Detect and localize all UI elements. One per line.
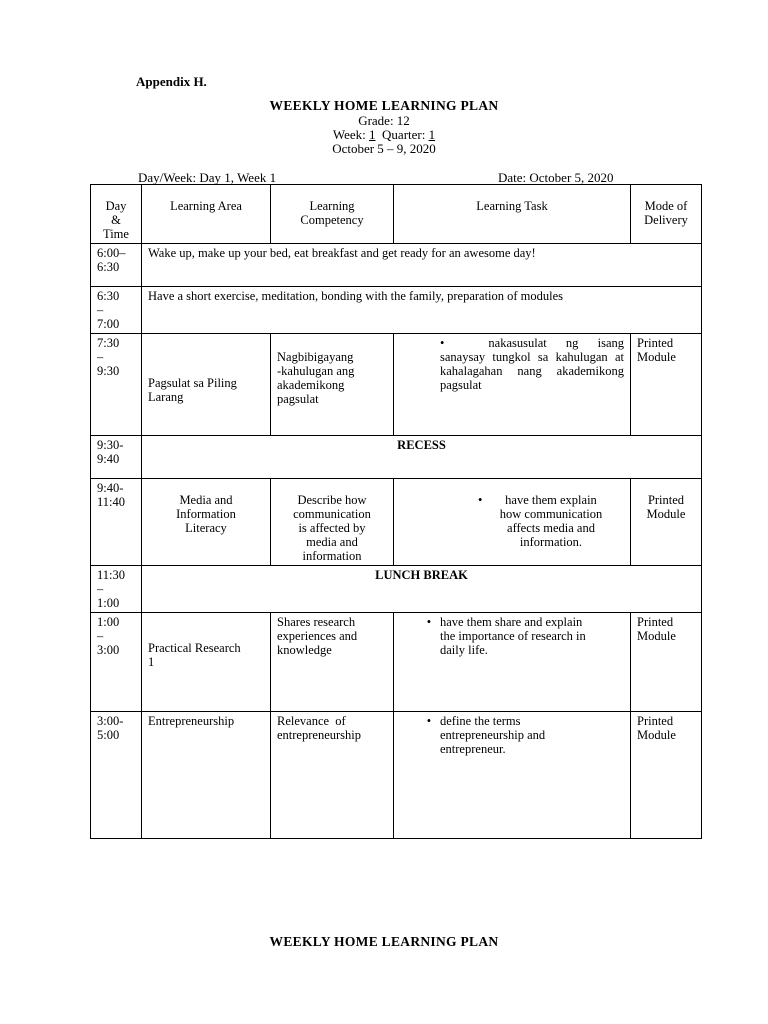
mode-line: Printed <box>637 336 674 350</box>
competency-line: media and <box>306 535 358 549</box>
learning-area-cell <box>142 479 271 566</box>
header-competency <box>271 185 394 244</box>
competency-line: Nagbibigayang <box>277 350 354 364</box>
plan-title: WEEKLY HOME LEARNING PLAN <box>269 98 499 113</box>
lunch-break-cell: LUNCH BREAK <box>142 566 702 613</box>
task-line: have them explain <box>505 493 597 507</box>
header-mode-line1: Mode of <box>644 199 688 213</box>
competency-line: pagsulat <box>277 392 319 406</box>
task-bullet-item <box>400 714 624 756</box>
time-cell <box>91 566 142 613</box>
table-row <box>91 287 702 334</box>
area-line: Media and <box>179 493 233 507</box>
task-cell <box>394 613 631 712</box>
area-line: Practical Research <box>148 641 241 655</box>
header-day-line: Day <box>105 199 127 213</box>
time-line: 1:00 <box>97 615 120 629</box>
task-bullet-item <box>400 615 624 657</box>
competency-line: -kahulugan ang <box>277 364 355 378</box>
task-line: information. <box>519 535 583 549</box>
learning-area-cell <box>142 334 271 436</box>
date-range: October 5 – 9, 2020 <box>332 141 436 156</box>
time-cell <box>91 334 142 436</box>
task-cell <box>394 479 631 566</box>
mode-line: Printed <box>637 615 674 629</box>
learning-plan-table <box>90 184 702 839</box>
time-line: – <box>97 303 104 317</box>
competency-line: communication <box>293 507 371 521</box>
time-line: 11:30 <box>97 568 126 582</box>
task-line: affects media and <box>507 521 595 535</box>
area-line: Larang <box>148 390 184 404</box>
mode-cell <box>631 479 702 566</box>
time-line: 9:40- <box>97 481 124 495</box>
competency-line: akademikong <box>277 378 345 392</box>
mode-line: Module <box>637 350 676 364</box>
time-line: 3:00- <box>97 714 124 728</box>
mode-line: Module <box>646 507 686 521</box>
grade-line: Grade: 12 <box>358 113 410 128</box>
task-line: have them share and explain <box>440 615 583 629</box>
mode-line: Printed <box>637 714 674 728</box>
time-line: 9:40 <box>97 452 120 466</box>
competency-line: Relevance of <box>277 714 346 728</box>
time-line: 6:30 <box>97 289 120 303</box>
header-learning-area-text: Learning Area <box>170 199 242 213</box>
activity-cell: Wake up, make up your bed, eat breakfast and get ready for an awesome day! <box>142 244 702 287</box>
header-mode <box>631 185 702 244</box>
mode-line: Module <box>637 629 676 643</box>
task-line: daily life. <box>440 643 488 657</box>
time-line: 5:00 <box>97 728 120 742</box>
time-line: 6:00– <box>97 246 126 260</box>
week-value: 1 <box>369 127 376 142</box>
mode-line: Module <box>637 728 676 742</box>
competency-line: Describe how <box>297 493 367 507</box>
bullet-icon: • <box>426 615 432 629</box>
date-label: Date: October 5, 2020 <box>498 170 614 185</box>
task-bullet-item <box>400 336 624 392</box>
competency-line: information <box>302 549 362 563</box>
task-line: the importance of research in <box>440 629 586 643</box>
competency-line: entrepreneurship <box>277 728 361 742</box>
footer-plan-title: WEEKLY HOME LEARNING PLAN <box>269 934 499 949</box>
task-cell <box>394 712 631 839</box>
table-row <box>91 244 702 287</box>
header-learning-area <box>142 185 271 244</box>
header-amp-line: & <box>111 213 121 227</box>
task-line: entrepreneur. <box>440 742 506 756</box>
mode-line: Printed <box>647 493 685 507</box>
task-line: define the terms <box>440 714 521 728</box>
competency-cell <box>271 613 394 712</box>
table-row <box>91 566 702 613</box>
time-cell <box>91 244 142 287</box>
learning-area-cell <box>142 712 271 839</box>
header-mode-line2: Delivery <box>644 213 688 227</box>
time-line: 6:30 <box>97 260 120 274</box>
competency-cell <box>271 334 394 436</box>
header-task-text: Learning Task <box>476 199 548 213</box>
area-line: Pagsulat sa Piling <box>148 376 237 390</box>
header-competency-line1: Learning <box>309 199 355 213</box>
bullet-icon: • <box>426 714 432 728</box>
table-row <box>91 479 702 566</box>
time-line: 7:30 <box>97 336 120 350</box>
time-line: – <box>97 582 104 596</box>
time-line: – <box>97 350 104 364</box>
task-line: how communication <box>499 507 603 521</box>
header-competency-line2: Competency <box>300 213 364 227</box>
activity-cell: Have a short exercise, meditation, bonding with the family, preparation of modules <box>142 287 702 334</box>
time-line: 9:30 <box>97 364 120 378</box>
competency-line: is affected by <box>298 521 366 535</box>
area-line: Literacy <box>185 521 227 535</box>
table-row <box>91 712 702 839</box>
time-cell <box>91 712 142 839</box>
week-label: Week: <box>332 127 366 142</box>
competency-line: experiences and <box>277 629 358 643</box>
table-row <box>91 436 702 479</box>
learning-area-cell <box>142 613 271 712</box>
bullet-icon: • <box>440 336 445 350</box>
time-cell <box>91 613 142 712</box>
competency-line: knowledge <box>277 643 332 657</box>
competency-line: Shares research <box>277 615 356 629</box>
time-line: 7:00 <box>97 317 120 331</box>
task-cell <box>394 334 631 436</box>
appendix-label: Appendix H. <box>136 74 207 89</box>
time-cell <box>91 479 142 566</box>
task-line: entrepreneurship and <box>440 728 546 742</box>
table-row <box>91 334 702 436</box>
mode-cell <box>631 712 702 839</box>
time-line: 11:40 <box>97 495 126 509</box>
area-line: 1 <box>148 655 155 669</box>
area-line: Entrepreneurship <box>148 714 235 728</box>
table-row <box>91 613 702 712</box>
competency-cell <box>271 712 394 839</box>
day-week-label: Day/Week: Day 1, Week 1 <box>138 170 277 185</box>
time-line: 1:00 <box>97 596 120 610</box>
task-text: nakasusulat ng isang sanaysay tungkol sa kahulugan at kahalagahan nang akademikong pagsulat <box>440 336 624 392</box>
header-time-line: Time <box>103 227 129 241</box>
header-day-time <box>91 185 142 244</box>
time-line: 3:00 <box>97 643 120 657</box>
recess-cell: RECESS <box>142 436 702 479</box>
mode-cell <box>631 334 702 436</box>
table-header-row <box>91 185 702 244</box>
quarter-value: 1 <box>428 127 436 142</box>
quarter-label: Quarter: <box>382 127 426 142</box>
time-cell <box>91 287 142 334</box>
competency-cell <box>271 479 394 566</box>
time-line: – <box>97 629 104 643</box>
time-line: 9:30- <box>97 438 124 452</box>
bullet-icon: • <box>478 493 483 507</box>
time-cell <box>91 436 142 479</box>
area-line: Information <box>176 507 236 521</box>
task-bullet-item <box>400 493 624 549</box>
mode-cell <box>631 613 702 712</box>
header-task <box>394 185 631 244</box>
